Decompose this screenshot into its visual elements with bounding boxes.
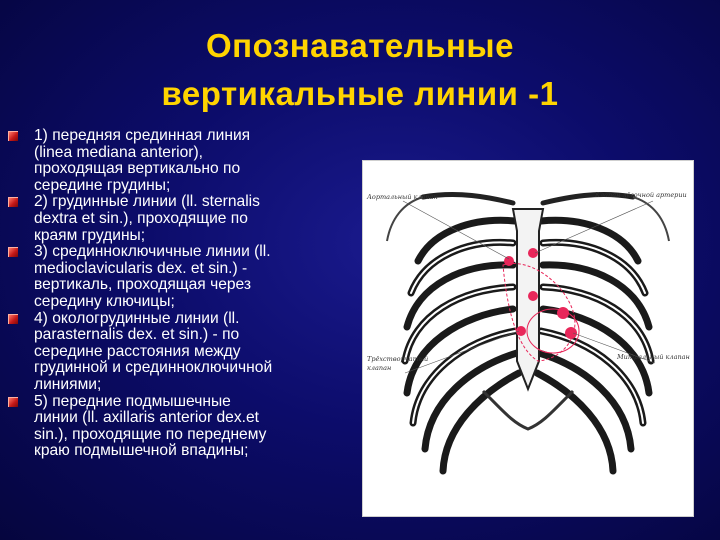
- bullet-line: вертикаль, проходящая через: [34, 276, 252, 294]
- ribcage-illustration: [362, 160, 694, 517]
- label-tricuspid-valve-2: клапан: [367, 364, 392, 372]
- bullet-line: 1) передняя срединная линия: [34, 127, 251, 144]
- bullet-line: 2) грудинные линии (ll. sternalis: [34, 193, 260, 211]
- bullet-line: линии (ll. axillaris anterior dex.et: [34, 409, 259, 427]
- bullet-line: грудинной и срединноключичной: [34, 359, 273, 377]
- bullet-line: проходящая вертикально по: [34, 160, 241, 178]
- bullet-item: [8, 394, 353, 460]
- bullet-line: 5) передние подмышечные: [34, 392, 231, 410]
- slide-title: [60, 22, 660, 118]
- bullet-line: середину ключицы;: [34, 292, 175, 310]
- label-mitral-valve: Митральный клапан: [617, 353, 690, 361]
- bullet-square-icon: [8, 247, 18, 257]
- label-pulmonary-valve: Клапан лёгочной артерии: [595, 191, 687, 199]
- bullet-line: medioclavicularis dex. et sin.) -: [34, 259, 248, 277]
- bullet-line: середине расстояния между: [34, 342, 241, 360]
- bullet-line: 3) срединноключичные линии (ll.: [34, 243, 271, 261]
- label-aortic-valve: Аортальный клапан: [367, 193, 438, 201]
- bullet-square-icon: [8, 397, 18, 407]
- bullet-square-icon: [8, 131, 18, 141]
- bullet-line: линиями;: [34, 375, 102, 393]
- bullet-line: parasternalis dex. et sin.) - по: [34, 326, 240, 344]
- bullet-square-icon: [8, 314, 18, 324]
- bullet-line: sin.), проходящие по переднему: [34, 425, 267, 443]
- label-tricuspid-valve-1: Трёхстворчатый: [367, 355, 429, 363]
- bullet-line: (linea mediana anterior),: [34, 143, 204, 161]
- bullet-item: [8, 128, 353, 194]
- bullet-line: краю подмышечной впадины;: [34, 442, 249, 460]
- bullet-line: середине грудины;: [34, 176, 171, 194]
- bullet-item: [8, 194, 353, 244]
- bullet-item: [8, 311, 353, 394]
- bullet-line: 4) окологрудинные линии (ll.: [34, 309, 240, 327]
- bullet-item: [8, 244, 353, 310]
- title-line-1: Опознавательные: [206, 27, 514, 64]
- bullet-list: [8, 128, 353, 460]
- bullet-line: dextra et sin.), проходящие по: [34, 209, 248, 227]
- bullet-line: краям грудины;: [34, 226, 146, 244]
- title-line-2: вертикальные линии -1: [161, 75, 559, 112]
- bullet-square-icon: [8, 197, 18, 207]
